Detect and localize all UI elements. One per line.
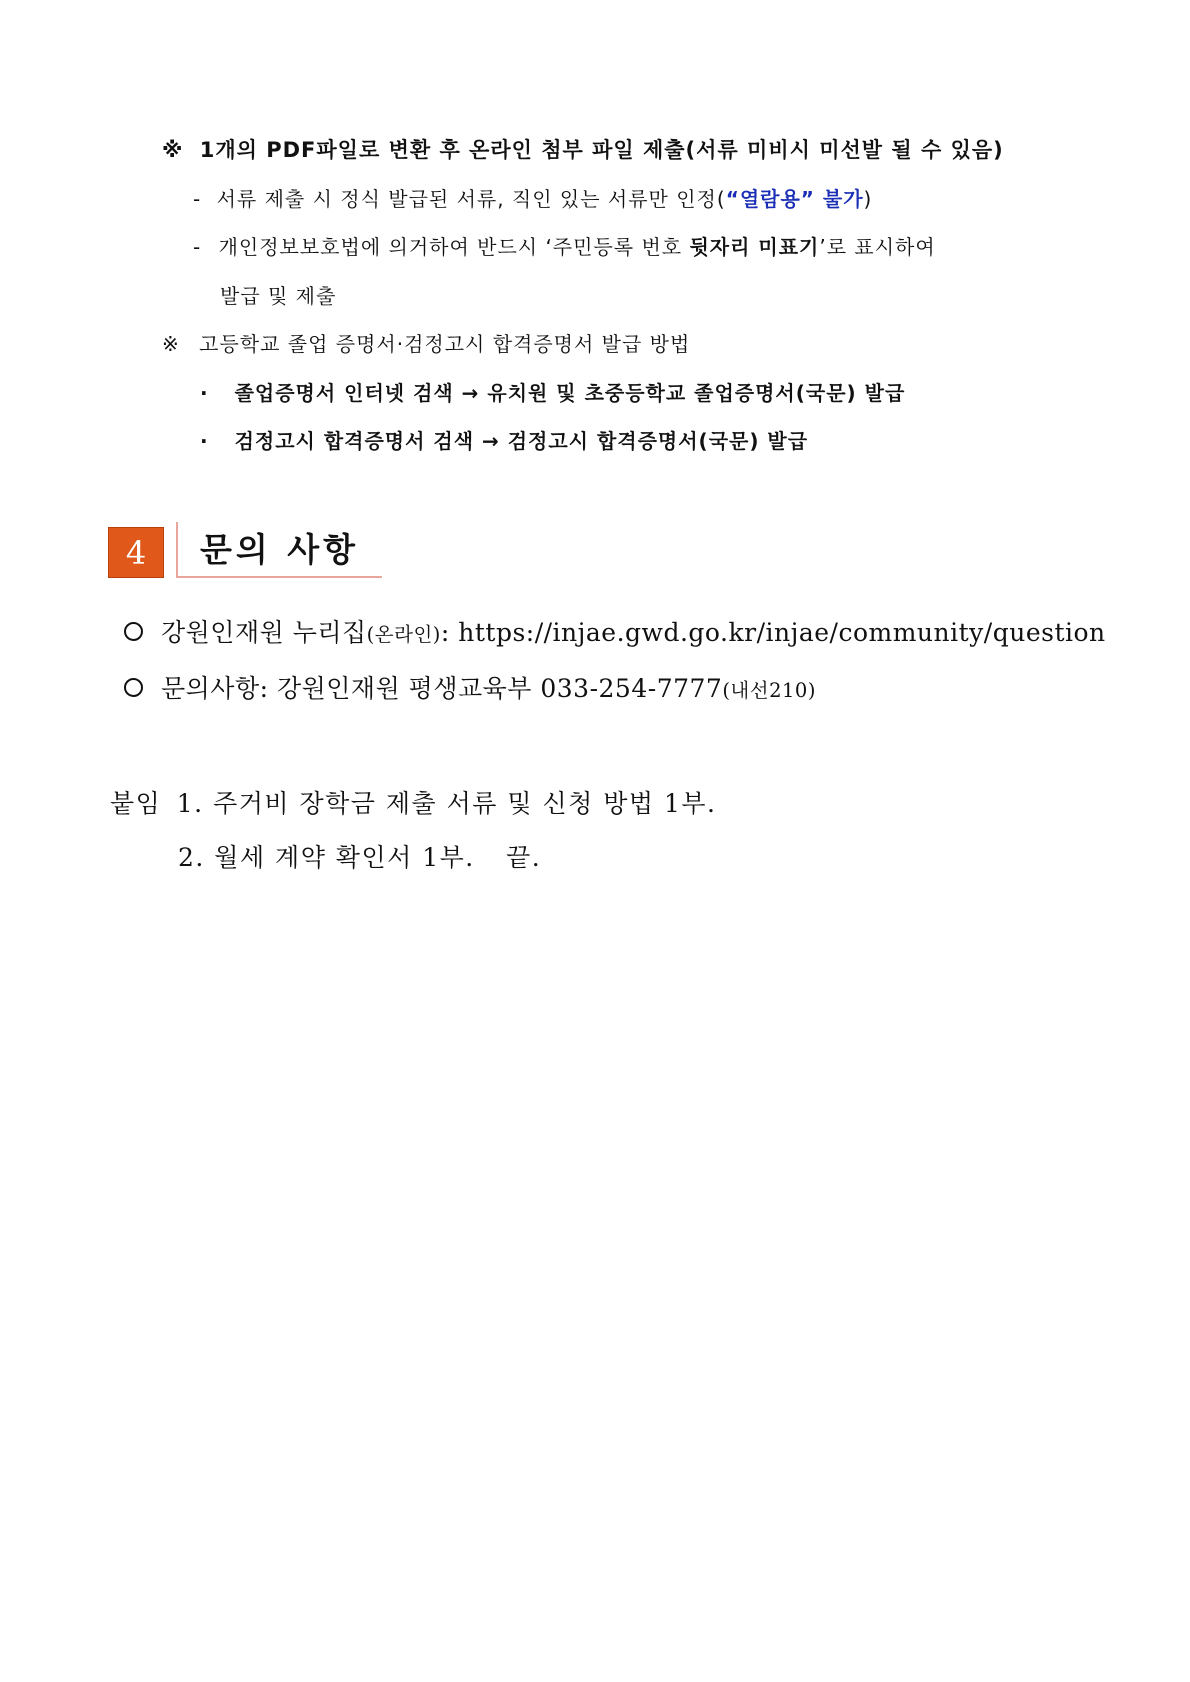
attachment-item-1: 1. 주거비 장학금 제출 서류 및 신청 방법 1부.: [176, 789, 717, 818]
close-paren: ): [863, 187, 873, 211]
contact-website-note: (온라인): [366, 623, 441, 646]
contact-phone-extension: (내선210): [722, 679, 816, 702]
circle-bullet-icon: [124, 622, 143, 641]
list-item: [200, 425, 808, 454]
list-item-text: 검정고시 합격증명서 검색 → 검정고시 합격증명서(국문) 발급: [234, 429, 809, 453]
reference-mark: ※: [162, 138, 184, 162]
note-1-sub-2-suffix: ’로 표시하여: [819, 235, 936, 259]
list-item: [200, 377, 905, 406]
end-mark: 끝.: [506, 843, 542, 872]
attachment-item-2: 2. 월세 계약 확인서 1부.: [178, 843, 475, 872]
note-1-sub-2-text: 개인정보보호법에 의거하여 반드시 ‘주민등록 번호: [218, 235, 690, 259]
emphasis-text: 뒷자리 미표기: [689, 235, 820, 259]
note-1-sub-1: [193, 183, 872, 212]
contact-website-url: : https://injae.gwd.go.kr/injae/community/question: [440, 618, 1106, 647]
note-1-sub-2-continuation: 발급 및 제출: [220, 284, 337, 308]
bullet: ·: [200, 429, 209, 453]
note-1-sub-2: [193, 231, 936, 260]
note-1-sub-1-text: 서류 제출 시 정식 발급된 서류, 직인 있는 서류만 인정(: [216, 187, 726, 211]
attachments: [110, 784, 716, 820]
attachments-label: 붙임: [110, 789, 162, 818]
note-1: [162, 134, 1004, 164]
contact-website-label: 강원인재원 누리집: [161, 618, 367, 647]
note-2: [162, 328, 690, 357]
reference-mark: ※: [162, 332, 180, 356]
dash: -: [193, 235, 202, 259]
section-title-frame: [176, 522, 382, 578]
not-accepted-highlight: “열람용” 불가: [725, 187, 864, 211]
section-number-badge: 4: [108, 527, 164, 578]
list-item-text: 졸업증명서 인터넷 검색 → 유치원 및 초중등학교 졸업증명서(국문) 발급: [234, 381, 906, 405]
contact-website: [124, 613, 1106, 649]
bullet: ·: [200, 381, 209, 405]
dash: -: [193, 187, 202, 211]
section-title: 문의 사항: [200, 530, 360, 569]
contact-phone: [124, 669, 816, 705]
circle-bullet-icon: [124, 678, 143, 697]
note-1-text: 1개의 PDF파일로 변환 후 온라인 첨부 파일 제출(서류 미비시 미선발 될 수 있음): [199, 138, 1004, 162]
attachment-2-line: [178, 838, 541, 874]
contact-phone-text: 문의사항: 강원인재원 평생교육부 033-254-7777: [161, 674, 723, 703]
note-2-text: 고등학교 졸업 증명서·검정고시 합격증명서 발급 방법: [199, 332, 691, 356]
